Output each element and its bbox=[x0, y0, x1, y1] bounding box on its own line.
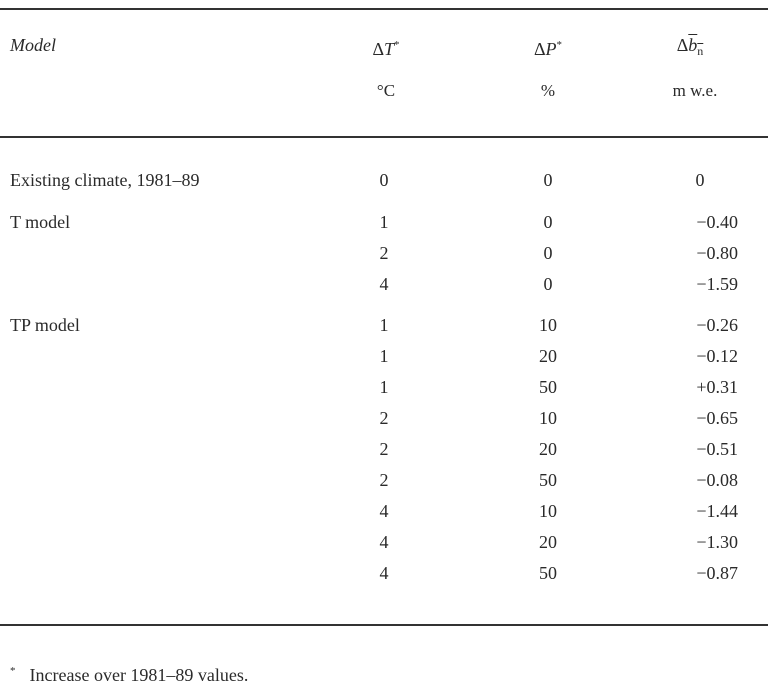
header-model: Model bbox=[10, 35, 56, 55]
row-dp: 10 bbox=[539, 501, 557, 521]
row-model: TP model bbox=[10, 315, 80, 335]
row-db: −1.30 bbox=[696, 532, 738, 552]
bottom-rule bbox=[0, 624, 768, 626]
row-db: −0.51 bbox=[696, 439, 738, 459]
row-dp: 10 bbox=[539, 315, 557, 335]
row-db: −1.44 bbox=[696, 501, 738, 521]
row-dt: 1 bbox=[379, 377, 389, 397]
row-dp: 50 bbox=[539, 470, 557, 490]
row-dt: 2 bbox=[379, 243, 389, 263]
row-dt: 4 bbox=[379, 563, 389, 583]
row-db: −0.65 bbox=[696, 408, 738, 428]
row-dt: 4 bbox=[379, 274, 389, 294]
row-dp: 20 bbox=[539, 532, 557, 552]
row-dt: 4 bbox=[379, 532, 389, 552]
footnote bbox=[10, 660, 248, 686]
row-dp: 50 bbox=[539, 563, 557, 583]
row-db: 0 bbox=[695, 170, 705, 190]
row-dp: 0 bbox=[543, 243, 553, 263]
row-dp: 10 bbox=[539, 408, 557, 428]
unit-delta-b: m w.e. bbox=[672, 81, 718, 100]
row-db: −0.40 bbox=[696, 212, 738, 232]
row-db: −1.59 bbox=[696, 274, 738, 294]
row-dp: 20 bbox=[539, 346, 557, 366]
row-db: −0.80 bbox=[696, 243, 738, 263]
footnote-marker: * bbox=[10, 665, 16, 677]
header-rule bbox=[0, 136, 768, 138]
footnote-text: Increase over 1981–89 values. bbox=[29, 665, 249, 685]
row-model: T model bbox=[10, 212, 71, 232]
row-dt: 1 bbox=[379, 212, 389, 232]
row-dt: 1 bbox=[379, 346, 389, 366]
row-dt: 2 bbox=[379, 408, 389, 428]
row-dp: 50 bbox=[539, 377, 557, 397]
header-delta-p: ΔP* bbox=[533, 39, 563, 59]
row-db: −0.08 bbox=[696, 470, 738, 490]
row-dt: 4 bbox=[379, 501, 389, 521]
row-db: +0.31 bbox=[696, 377, 738, 397]
header-delta-t: ΔT* bbox=[372, 39, 400, 59]
row-dt: 0 bbox=[379, 170, 389, 190]
row-dp: 0 bbox=[543, 212, 553, 232]
row-dt: 2 bbox=[379, 470, 389, 490]
unit-delta-p: % bbox=[540, 81, 556, 100]
unit-delta-t: °C bbox=[376, 81, 396, 100]
row-dt: 1 bbox=[379, 315, 389, 335]
top-rule bbox=[0, 8, 768, 10]
row-model: Existing climate, 1981–89 bbox=[10, 170, 200, 190]
row-dp: 0 bbox=[543, 170, 553, 190]
row-dp: 0 bbox=[543, 274, 553, 294]
row-db: −0.87 bbox=[696, 563, 738, 583]
header-delta-b: $\Delta b_n$ bbox=[676, 35, 704, 58]
row-db: −0.12 bbox=[696, 346, 738, 366]
row-dt: 2 bbox=[379, 439, 389, 459]
row-db: −0.26 bbox=[696, 315, 738, 335]
row-dp: 20 bbox=[539, 439, 557, 459]
